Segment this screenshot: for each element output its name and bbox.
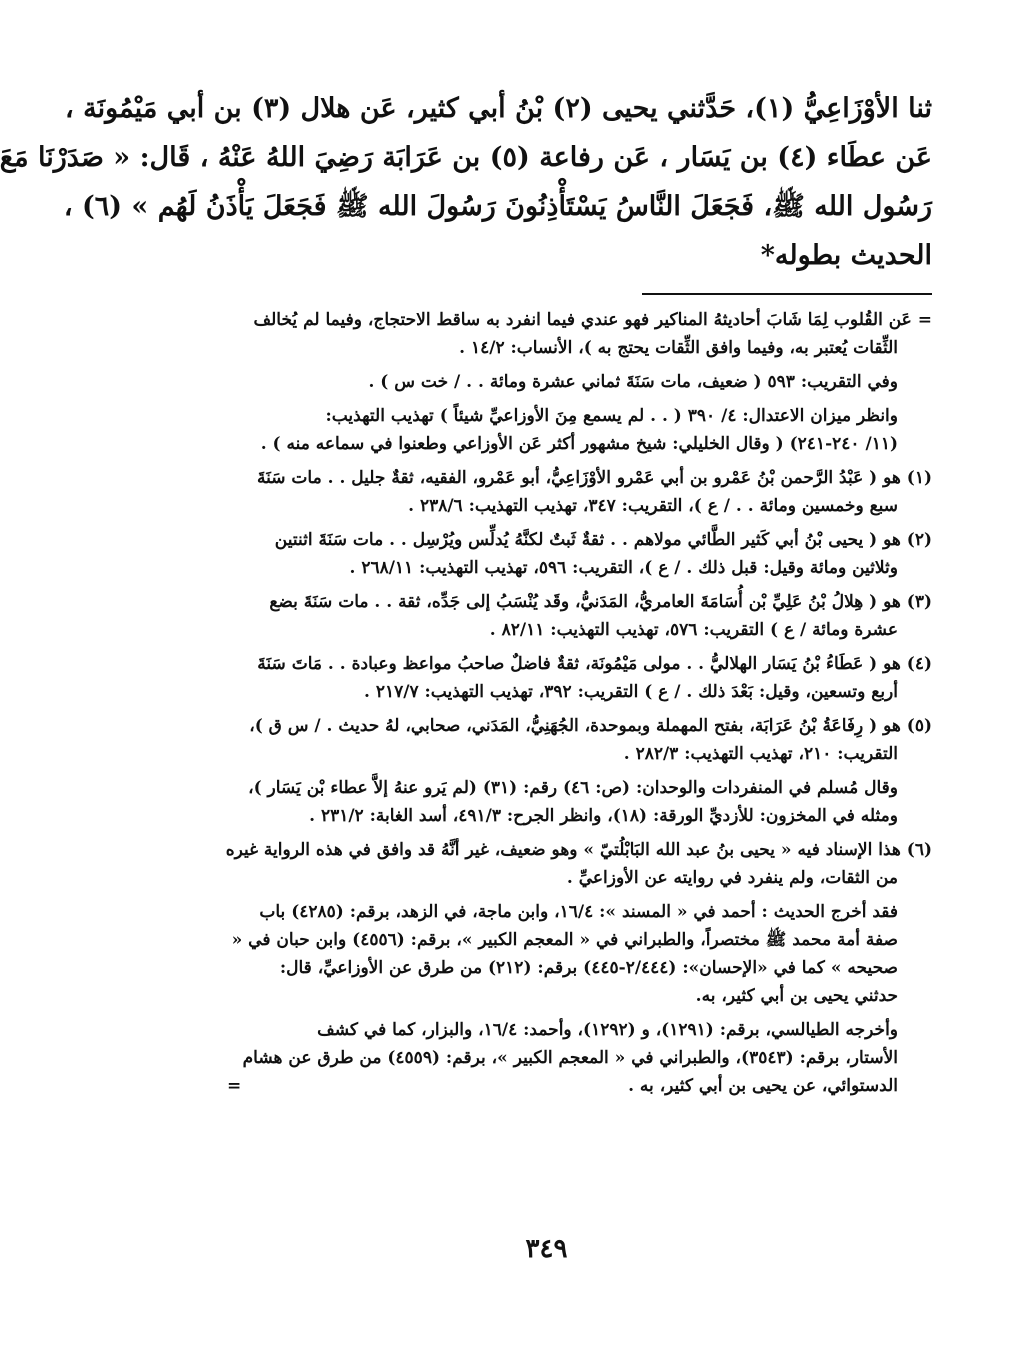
footnote-paragraph [157, 1016, 932, 1100]
footnote-4 [157, 650, 932, 706]
footnote-line: (٢) هو ( يحيى بْنُ أبي كَثير الطَّائي مولاهم . . ثقةٌ ثَبتٌ لكنَّهُ يُدلِّس ويُرْسِل . . مات سَنَةَ اثنتين [274, 530, 932, 550]
footnote-line: وثلاثين ومائة وقيل: قبل ذلك . / ع )، التقريب: ٥٩٦، تهذيب التهذيب: ٢٦٨/١١ . [349, 558, 898, 578]
footnote-continuation [157, 306, 932, 362]
footnote-line: فقد أخرج الحديث : أحمد في « المسند »: ١٦/٤، وابن ماجة، في الزهد، برقم: (٤٢٨٥) باب [259, 902, 898, 922]
continuation-mark: = [227, 1076, 242, 1096]
footnote-5 [157, 712, 932, 768]
footnote-line: عشرة ومائة / ع ) التقريب: ٥٧٦، تهذيب التهذيب: ٨٢/١١ . [489, 620, 898, 640]
footnote-line: أربع وتسعين، وقيل: بَعْدَ ذلك . / ع ) التقريب: ٣٩٢، تهذيب التهذيب: ٢١٧/٧ . [364, 682, 898, 702]
footnote-line: وانظر ميزان الاعتدال: ٤/ ٣٩٠ ( . . لم يسمع مِنَ الأوزاعيِّ شيئاً ) تهذيب التهذيب: [325, 406, 898, 426]
footnote-line: من الثقات، ولم ينفرد في روايته عن الأوزاعيِّ . [566, 868, 898, 888]
footnote-line: سبع وخمسين ومائة . . / ع )، التقريب: ٣٤٧، تهذيب التهذيب: ٢٣٨/٦ . [408, 496, 898, 516]
footnote-paragraph [157, 368, 932, 396]
footnote-line-text: الدستوائي، عن يحيى بن أبي كثير، به . [628, 1076, 898, 1096]
footnote-separator [642, 293, 932, 295]
footnote-paragraph [157, 774, 932, 830]
footnote-line: (٤) هو ( عَطَاءُ بْنُ يَسَار الهلاليُّ . . مولى مَيْمُونَة، ثقةٌ فاضلٌ صاحبُ مواعظ وعبادة . . مَاتَ سَنَةَ [257, 654, 932, 674]
footnote-line: وفي التقريب: ٥٩٣ ( ضعيف، مات سَنَةَ ثماني عشرة ومائة . . / خت س ) . [368, 372, 898, 392]
footnote-line: وقال مُسلم في المنفردات والوحدان: (ص: ٤٦) رقم: (٣١) (لم يَرو عنهُ إلاَّ عطاء بْن يَسَار )، [248, 778, 898, 798]
footnote-line: (٣) هو ( هِلالُ بْنُ عَلِيِّ بْن أُسَامَةَ العامريُّ، المَدَنيُّ، وقَد يُنْسَبُ إلى جَدِّه، ثقة . . مات سَنَةَ بضع [269, 592, 932, 612]
main-text-line: رَسُول الله ﷺ، فَجَعَلَ النَّاسُ يَسْتَأْذِنُونَ رَسُولَ الله ﷺ فَجَعَلَ يَأْذَنُ لَهُم » (٦) ، [63, 191, 932, 222]
footnote-line: وأخرجه الطيالسي، برقم: (١٢٩١)، و (١٢٩٢)، وأحمد: ١٦/٤، والبزار، كما في كشف [317, 1020, 898, 1040]
footnote-paragraph [157, 898, 932, 1010]
footnotes-section [157, 306, 932, 1106]
footnote-line: (١) هو ( عَبْدُ الرَّحمن بْنُ عَمْرو بن أبي عَمْرو الأوْزَاعِيُّ، أبو عَمْرو، الفقيه، ثقةٌ جليل . . مات سَنَةَ [257, 468, 932, 488]
footnote-line: الأستار، برقم: (٣٥٤٣)، والطبراني في « المعجم الكبير »، برقم: (٤٥٥٩) من طرق عن هشام [242, 1048, 898, 1068]
footnote-1 [157, 464, 932, 520]
footnote-line [157, 1072, 932, 1100]
main-text-line: عَن عطَاء (٤) بن يَسَار ، عَن رفاعة (٥) بن عَرَابَة رَضِيَ اللهُ عَنْهُ ، قَال: « صَدَرْنَا مَعَ [0, 142, 932, 173]
footnote-line: (٦) هذا الإسناد فيه « يحيى بنُ عبد الله البَابْلُتيّ » وهو ضعيف، غير أنَّهُ قد وافق في هذه الرواية غيره [225, 840, 932, 860]
footnote-line: صحيحه » كما في «الإحسان»: (٢/٤٤٤-٤٤٥) برقم: (٢١٢) من طرق عن الأوزاعيِّ، قال: [279, 958, 898, 978]
footnote-2 [157, 526, 932, 582]
footnote-line: ومثله في المخزون: للأزديِّ الورقة: (١٨)، وانظر الجرح: ٤٩١/٣، أسد الغابة: ٢٣١/٢ . [309, 806, 898, 826]
footnote-paragraph [157, 402, 932, 458]
footnote-line: صفة أمة محمد ﷺ مختصراً، والطبراني في « المعجم الكبير »، برقم: (٤٥٥٦) وابن حبان في « [231, 930, 898, 950]
footnote-line: = عَن القُلوب لِمَا شَابَ أحاديثهُ المناكير فهو عندي فيما انفرد به ساقط الاحتجاج، وفيما لم يُخالف [253, 310, 932, 330]
page-number: ٣٤٩ [525, 1234, 568, 1264]
footnote-line: حدثني يحيى بن أبي كثير، به. [695, 986, 898, 1006]
footnote-line: (١١/ ٢٤٠-٢٤١) ( وقال الخليلي: شيخ مشهور أكثر عَن الأوزاعي وطعنوا في سماعه منه ) . [260, 434, 898, 454]
main-text-line: الحديث بطوله* [760, 240, 932, 271]
footnote-line: (٥) هو ( رِفَاعَةُ بْنُ عَرَابَة، بفتح المهملة وبموحدة، الجُهَنِيُّ، المَدَني، صحابي، لهُ حديث . / س ق )، [249, 716, 932, 736]
footnote-3 [157, 588, 932, 644]
footnote-6 [157, 836, 932, 892]
hadith-main-text [0, 84, 932, 280]
main-text-line: ثنا الأوْزَاعِيُّ (١)، حَدَّثني يحيى (٢) بْنُ أبي كثير، عَن هلال (٣) بن أبي مَيْمُونَة ، [65, 93, 932, 124]
footnote-line: الثِّقات يُعتبر به، وفيما وافق الثِّقات يحتج به )، الأنساب: ١٤/٢ . [459, 338, 898, 358]
footnote-line: التقريب: ٢١٠، تهذيب التهذيب: ٢٨٢/٣ . [623, 744, 898, 764]
